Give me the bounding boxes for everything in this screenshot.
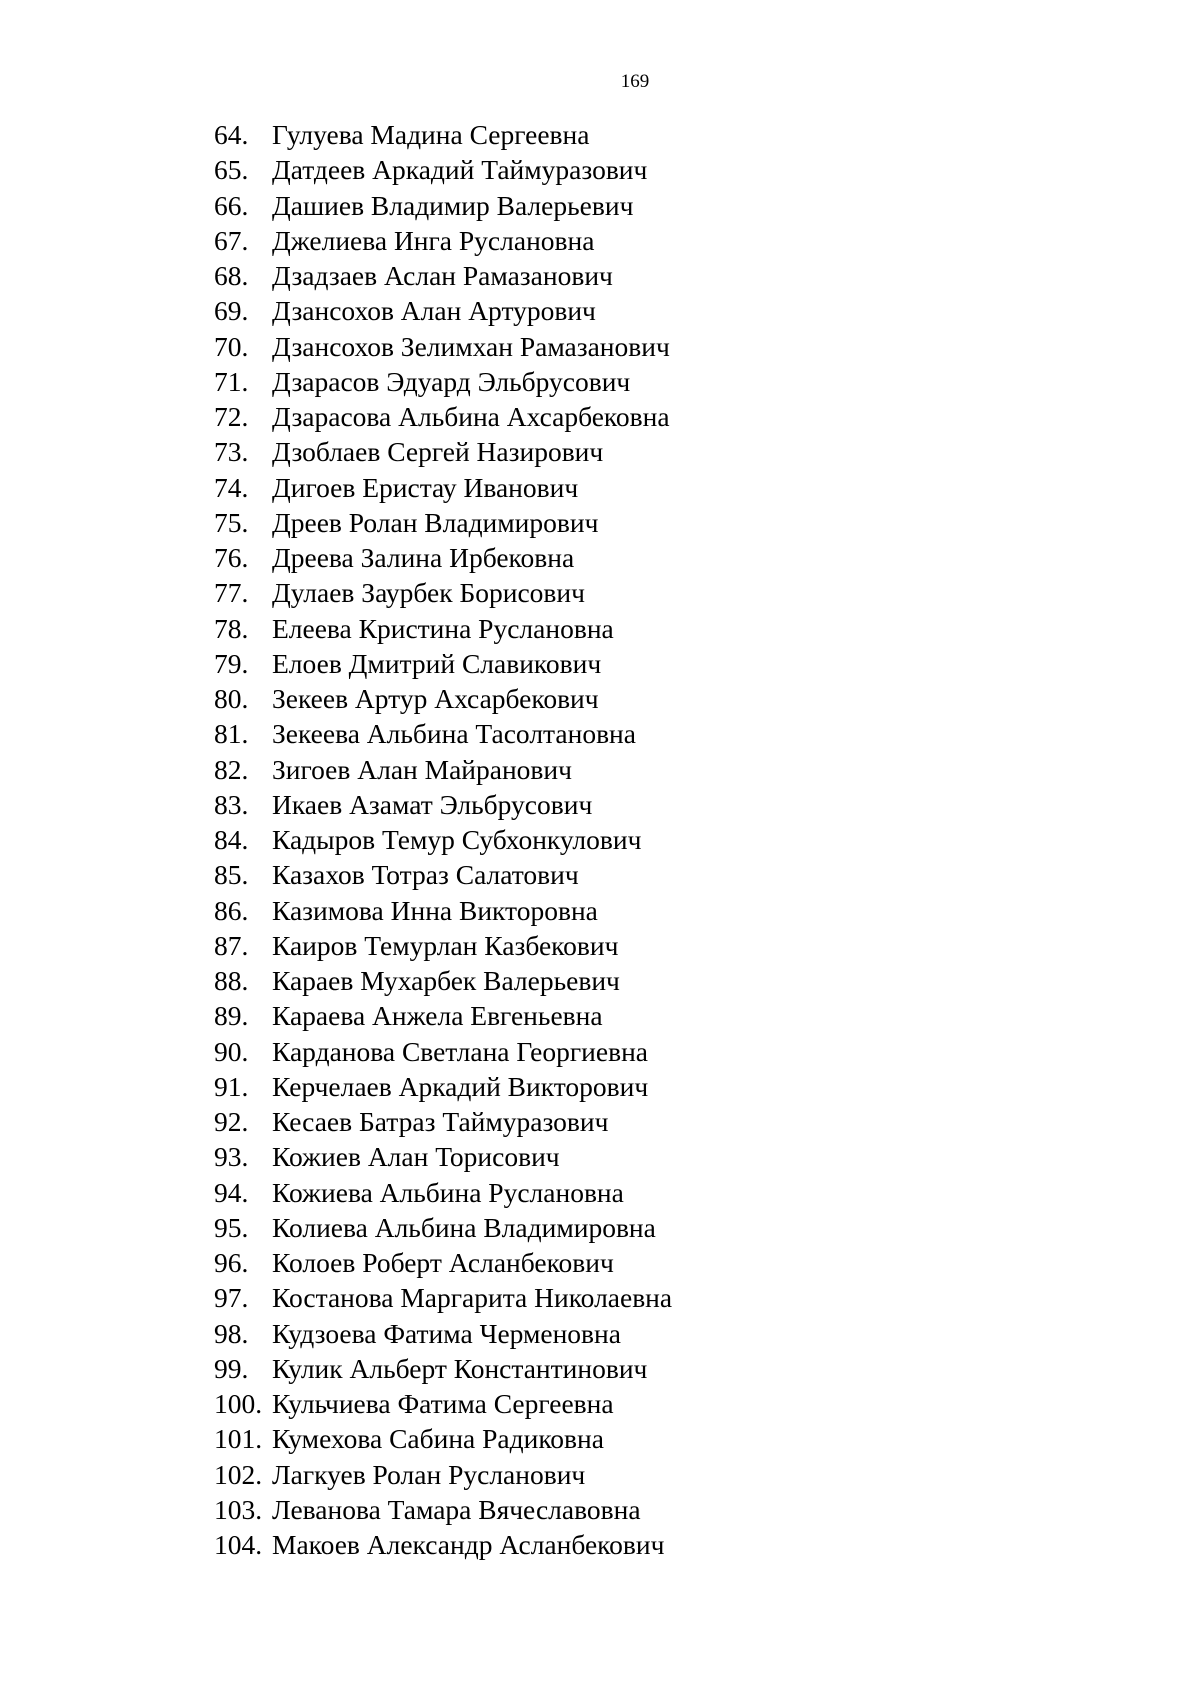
list-item [214, 188, 672, 223]
item-number: 82. [214, 753, 249, 785]
list-item [214, 1175, 672, 1210]
item-number: 104. [214, 1529, 263, 1560]
item-number: 89. [214, 1000, 249, 1032]
item-number: 68. [214, 260, 249, 291]
list-item [214, 928, 672, 963]
person-name: Зекеева Альбина Тасолтановна [272, 718, 636, 750]
person-name: Колоев Роберт Асланбекович [272, 1247, 614, 1278]
list-item [214, 329, 672, 364]
person-name: Дзарасова Альбина Ахсарбековна [272, 401, 670, 432]
person-name: Елеева Кристина Руслановна [272, 612, 614, 644]
item-number: 70. [214, 330, 249, 362]
list-item [214, 1280, 672, 1315]
person-name: Дзансохов Зелимхан Рамазанович [272, 330, 670, 362]
list-item [214, 1034, 672, 1069]
item-number: 92. [214, 1106, 249, 1137]
person-name: Костанова Маргарита Николаевна [272, 1282, 673, 1314]
person-name: Дашиев Владимир Валерьевич [272, 189, 634, 221]
list-item [214, 998, 672, 1033]
item-number: 102. [214, 1458, 263, 1490]
list-item [214, 152, 672, 187]
list-item [214, 893, 672, 928]
item-number: 99. [214, 1352, 249, 1384]
list-item [214, 1316, 672, 1351]
person-name: Дзарасов Эдуард Эльбрусович [272, 365, 631, 397]
list-item [214, 1245, 672, 1280]
list-item [214, 822, 672, 857]
person-name: Казимова Инна Викторовна [272, 894, 598, 926]
list-item [214, 1351, 672, 1386]
item-number: 101. [214, 1423, 263, 1455]
item-number: 81. [214, 718, 249, 750]
list-item [214, 293, 672, 328]
item-number: 73. [214, 436, 249, 468]
page-number: 169 [620, 71, 650, 92]
person-name: Карданова Светлана Георгиевна [272, 1035, 648, 1067]
item-number: 86. [214, 894, 249, 926]
item-number: 94. [214, 1176, 249, 1208]
list-item [214, 1104, 672, 1139]
person-name: Караева Анжела Евгеньевна [272, 1000, 603, 1032]
list-item [214, 1210, 672, 1245]
person-name: Лагкуев Ролан Русланович [272, 1458, 586, 1490]
item-number: 96. [214, 1247, 249, 1278]
list-item [214, 611, 672, 646]
item-number: 95. [214, 1211, 249, 1243]
item-number: 91. [214, 1070, 249, 1102]
item-number: 90. [214, 1035, 249, 1067]
person-name: Зекеев Артур Ахсарбекович [272, 683, 599, 714]
person-name: Елоев Дмитрий Славикович [272, 647, 602, 679]
item-number: 87. [214, 929, 249, 961]
list-item [214, 857, 672, 892]
item-number: 88. [214, 965, 249, 996]
item-number: 78. [214, 612, 249, 644]
list-item [214, 470, 672, 505]
person-name: Кумехова Сабина Радиковна [272, 1423, 604, 1455]
list-item [214, 575, 672, 610]
person-name: Дзансохов Алан Артурович [272, 295, 596, 327]
person-name: Керчелаев Аркадий Викторович [272, 1070, 649, 1102]
person-name: Дигоев Еристау Иванович [272, 471, 579, 503]
item-number: 97. [214, 1282, 249, 1314]
item-number: 75. [214, 506, 249, 538]
person-name: Колиева Альбина Владимировна [272, 1211, 656, 1243]
person-name: Леванова Тамара Вячеславовна [272, 1493, 641, 1525]
item-number: 67. [214, 224, 249, 256]
item-number: 72. [214, 401, 249, 432]
person-name: Дреева Залина Ирбековна [272, 542, 575, 573]
person-name: Дреев Ролан Владимирович [272, 506, 599, 538]
list-item [214, 1069, 672, 1104]
item-number: 76. [214, 542, 249, 573]
list-item [214, 364, 672, 399]
person-name: Кудзоева Фатима Черменовна [272, 1317, 621, 1349]
person-name: Дзадзаев Аслан Рамазанович [272, 260, 613, 291]
item-number: 80. [214, 683, 249, 714]
list-item [214, 117, 672, 152]
person-name: Икаев Азамат Эльбрусович [272, 788, 593, 820]
list-item [214, 505, 672, 540]
name-list [214, 117, 672, 1562]
person-name: Караев Мухарбек Валерьевич [272, 965, 620, 996]
list-item [214, 646, 672, 681]
list-item [214, 963, 672, 998]
person-name: Дзоблаев Сергей Назирович [272, 436, 604, 468]
person-name: Кожиева Альбина Руслановна [272, 1176, 624, 1208]
list-item [214, 258, 672, 293]
list-item [214, 787, 672, 822]
item-number: 66. [214, 189, 249, 221]
item-number: 71. [214, 365, 249, 397]
list-item [214, 681, 672, 716]
person-name: Макоев Александр Асланбекович [272, 1529, 665, 1560]
item-number: 69. [214, 295, 249, 327]
item-number: 64. [214, 119, 249, 150]
list-item [214, 1421, 672, 1456]
item-number: 98. [214, 1317, 249, 1349]
person-name: Кульчиева Фатима Сергеевна [272, 1388, 614, 1419]
item-number: 77. [214, 577, 249, 609]
list-item [214, 716, 672, 751]
person-name: Датдеев Аркадий Таймуразович [272, 154, 648, 186]
list-item [214, 752, 672, 787]
person-name: Казахов Тотраз Салатович [272, 859, 579, 891]
person-name: Зигоев Алан Майранович [272, 753, 572, 785]
item-number: 84. [214, 824, 249, 855]
list-item [214, 1457, 672, 1492]
item-number: 103. [214, 1493, 263, 1525]
person-name: Кесаев Батраз Таймуразович [272, 1106, 609, 1137]
person-name: Дулаев Заурбек Борисович [272, 577, 585, 609]
item-number: 93. [214, 1141, 249, 1173]
list-item [214, 1139, 672, 1174]
item-number: 100. [214, 1388, 263, 1419]
list-item [214, 1527, 672, 1562]
list-item [214, 540, 672, 575]
person-name: Каиров Темурлан Казбекович [272, 929, 619, 961]
item-number: 83. [214, 788, 249, 820]
item-number: 79. [214, 647, 249, 679]
list-item [214, 1492, 672, 1527]
item-number: 85. [214, 859, 249, 891]
item-number: 74. [214, 471, 249, 503]
list-item [214, 1386, 672, 1421]
list-item [214, 399, 672, 434]
person-name: Джелиева Инга Руслановна [272, 224, 595, 256]
person-name: Кожиев Алан Торисович [272, 1141, 560, 1173]
item-number: 65. [214, 154, 249, 186]
person-name: Кадыров Темур Субхонкулович [272, 824, 642, 855]
list-item [214, 434, 672, 469]
person-name: Гулуева Мадина Сергеевна [272, 119, 590, 150]
list-item [214, 223, 672, 258]
person-name: Кулик Альберт Константинович [272, 1352, 648, 1384]
